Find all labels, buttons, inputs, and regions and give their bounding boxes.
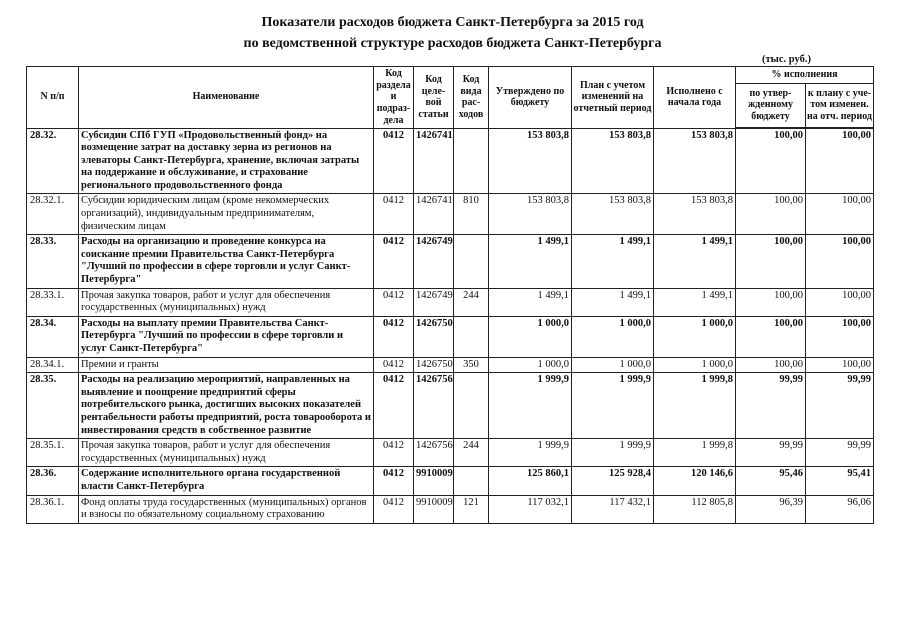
cell-section-code: 0412: [374, 357, 414, 373]
report-title-line-2: по ведомственной структуре расходов бюджета Санкт-Петербурга: [243, 36, 662, 51]
cell-target-code: 1426741: [414, 128, 454, 194]
cell-executed: 1 999,8: [654, 439, 736, 467]
cell-pct-approved: 100,00: [736, 316, 806, 357]
table-row: [27, 467, 874, 495]
cell-approved: 1 999,9: [489, 373, 572, 439]
report-title: [0, 12, 905, 54]
cell-plan: 125 928,4: [572, 467, 654, 495]
cell-pct-approved: 100,00: [736, 235, 806, 288]
cell-pct-plan: 100,00: [806, 194, 874, 235]
table-row: [27, 357, 874, 373]
cell-pct-approved: 100,00: [736, 128, 806, 194]
cell-approved: 1 000,0: [489, 357, 572, 373]
table-row: [27, 495, 874, 523]
cell-target-code: 1426749: [414, 288, 454, 316]
cell-type-code: [454, 373, 489, 439]
cell-no: 28.36.1.: [27, 495, 79, 523]
cell-target-code: 1426741: [414, 194, 454, 235]
cell-section-code: 0412: [374, 235, 414, 288]
cell-no: 28.33.: [27, 235, 79, 288]
cell-pct-approved: 99,99: [736, 439, 806, 467]
header-pct-group: % исполнения: [736, 67, 874, 84]
cell-section-code: 0412: [374, 128, 414, 194]
cell-pct-plan: 100,00: [806, 128, 874, 194]
cell-pct-plan: 95,41: [806, 467, 874, 495]
cell-section-code: 0412: [374, 495, 414, 523]
cell-name: Расходы на выплату премии Правительства Санкт-Петербурга "Лучший по профессии в сфере торговли и услуг Санкт-Петербурга": [79, 316, 374, 357]
cell-plan: 1 000,0: [572, 357, 654, 373]
table-row: [27, 373, 874, 439]
cell-target-code: 9910009: [414, 467, 454, 495]
cell-name: Премии и гранты: [79, 357, 374, 373]
table-row: [27, 194, 874, 235]
cell-type-code: 244: [454, 439, 489, 467]
cell-approved: 1 000,0: [489, 316, 572, 357]
cell-plan: 1 000,0: [572, 316, 654, 357]
table-row: [27, 288, 874, 316]
cell-name: Прочая закупка товаров, работ и услуг для обеспечения государственных (муниципальных) нужд: [79, 288, 374, 316]
table-row: [27, 128, 874, 194]
cell-no: 28.32.: [27, 128, 79, 194]
cell-section-code: 0412: [374, 373, 414, 439]
cell-approved: 1 499,1: [489, 288, 572, 316]
cell-type-code: [454, 316, 489, 357]
cell-section-code: 0412: [374, 288, 414, 316]
report-title-line-1: Показатели расходов бюджета Санкт-Петербурга за 2015 год: [261, 15, 644, 30]
cell-section-code: 0412: [374, 467, 414, 495]
cell-pct-plan: 96,06: [806, 495, 874, 523]
cell-type-code: 350: [454, 357, 489, 373]
units-label: (тыс. руб.): [762, 54, 811, 65]
cell-name: Субсидии СПб ГУП «Продовольственный фонд» на возмещение затрат на доставку зерна из регионов на элеваторы Санкт-Петербурга, хранение, включая затраты на поддержание и обслуживание, и страхование регионального продовольственного фонда: [79, 128, 374, 194]
header-pct-plan: к плану с уче-том изменен. на отч. период: [806, 83, 874, 128]
cell-type-code: 121: [454, 495, 489, 523]
cell-executed: 120 146,6: [654, 467, 736, 495]
cell-no: 28.34.: [27, 316, 79, 357]
cell-no: 28.34.1.: [27, 357, 79, 373]
cell-pct-approved: 95,46: [736, 467, 806, 495]
cell-plan: 1 999,9: [572, 373, 654, 439]
cell-no: 28.35.1.: [27, 439, 79, 467]
table-body: [27, 128, 874, 523]
cell-pct-approved: 100,00: [736, 288, 806, 316]
cell-target-code: 1426750: [414, 357, 454, 373]
cell-type-code: 244: [454, 288, 489, 316]
cell-plan: 153 803,8: [572, 194, 654, 235]
cell-executed: 153 803,8: [654, 194, 736, 235]
expenses-table: [26, 66, 874, 524]
cell-approved: 117 032,1: [489, 495, 572, 523]
cell-name: Расходы на организацию и проведение конкурса на соискание премии Правительства Санкт-Петербурга "Лучший по профессии в сфере торговли и услуг Санкт-Петербурга": [79, 235, 374, 288]
cell-target-code: 9910009: [414, 495, 454, 523]
header-type-code: Код вида рас-ходов: [454, 67, 489, 129]
cell-no: 28.33.1.: [27, 288, 79, 316]
cell-plan: 1 499,1: [572, 288, 654, 316]
cell-no: 28.36.: [27, 467, 79, 495]
cell-no: 28.35.: [27, 373, 79, 439]
cell-plan: 1 999,9: [572, 439, 654, 467]
cell-executed: 1 000,0: [654, 357, 736, 373]
cell-target-code: 1426756: [414, 439, 454, 467]
header-plan: План с учетом изменений на отчетный период: [572, 67, 654, 129]
cell-pct-approved: 100,00: [736, 357, 806, 373]
header-section-code: Код раздела и подраз-дела: [374, 67, 414, 129]
cell-name: Фонд оплаты труда государственных (муниципальных) органов и взносы по обязательному социальному страхованию: [79, 495, 374, 523]
header-pct-approved: по утвер-жденному бюджету: [736, 83, 806, 128]
cell-executed: 1 999,8: [654, 373, 736, 439]
cell-executed: 153 803,8: [654, 128, 736, 194]
header-target-code: Код целе-вой статьи: [414, 67, 454, 129]
cell-pct-plan: 100,00: [806, 288, 874, 316]
cell-name: Прочая закупка товаров, работ и услуг для обеспечения государственных (муниципальных) нужд: [79, 439, 374, 467]
cell-no: 28.32.1.: [27, 194, 79, 235]
cell-approved: 1 999,9: [489, 439, 572, 467]
cell-type-code: [454, 467, 489, 495]
cell-pct-plan: 99,99: [806, 373, 874, 439]
cell-executed: 1 499,1: [654, 235, 736, 288]
cell-pct-plan: 100,00: [806, 316, 874, 357]
cell-type-code: [454, 235, 489, 288]
cell-pct-approved: 99,99: [736, 373, 806, 439]
header-no: N п/п: [27, 67, 79, 129]
header-executed: Исполнено с начала года: [654, 67, 736, 129]
cell-approved: 125 860,1: [489, 467, 572, 495]
cell-pct-plan: 99,99: [806, 439, 874, 467]
cell-target-code: 1426749: [414, 235, 454, 288]
table-row: [27, 235, 874, 288]
cell-plan: 153 803,8: [572, 128, 654, 194]
cell-name: Субсидии юридическим лицам (кроме некоммерческих организаций), индивидуальным предпринимателям, физическим лицам: [79, 194, 374, 235]
header-approved: Утверждено по бюджету: [489, 67, 572, 129]
cell-pct-approved: 96,39: [736, 495, 806, 523]
cell-type-code: 810: [454, 194, 489, 235]
cell-pct-approved: 100,00: [736, 194, 806, 235]
cell-name: Содержание исполнительного органа государственной власти Санкт-Петербурга: [79, 467, 374, 495]
cell-name: Расходы на реализацию мероприятий, направленных на выявление и поощрение предприятий сферы потребительского рынка, достигших высоких показателей рентабельности работы предприятий, роста товарооборота и инвестирования средств в собственное развитие: [79, 373, 374, 439]
cell-section-code: 0412: [374, 439, 414, 467]
cell-section-code: 0412: [374, 194, 414, 235]
cell-type-code: [454, 128, 489, 194]
cell-pct-plan: 100,00: [806, 235, 874, 288]
header-name: Наименование: [79, 67, 374, 129]
cell-executed: 112 805,8: [654, 495, 736, 523]
cell-target-code: 1426750: [414, 316, 454, 357]
cell-pct-plan: 100,00: [806, 357, 874, 373]
cell-executed: 1 499,1: [654, 288, 736, 316]
cell-plan: 117 432,1: [572, 495, 654, 523]
cell-executed: 1 000,0: [654, 316, 736, 357]
table-row: [27, 439, 874, 467]
cell-section-code: 0412: [374, 316, 414, 357]
cell-target-code: 1426756: [414, 373, 454, 439]
cell-approved: 153 803,8: [489, 128, 572, 194]
table-row: [27, 316, 874, 357]
cell-plan: 1 499,1: [572, 235, 654, 288]
cell-approved: 153 803,8: [489, 194, 572, 235]
cell-approved: 1 499,1: [489, 235, 572, 288]
